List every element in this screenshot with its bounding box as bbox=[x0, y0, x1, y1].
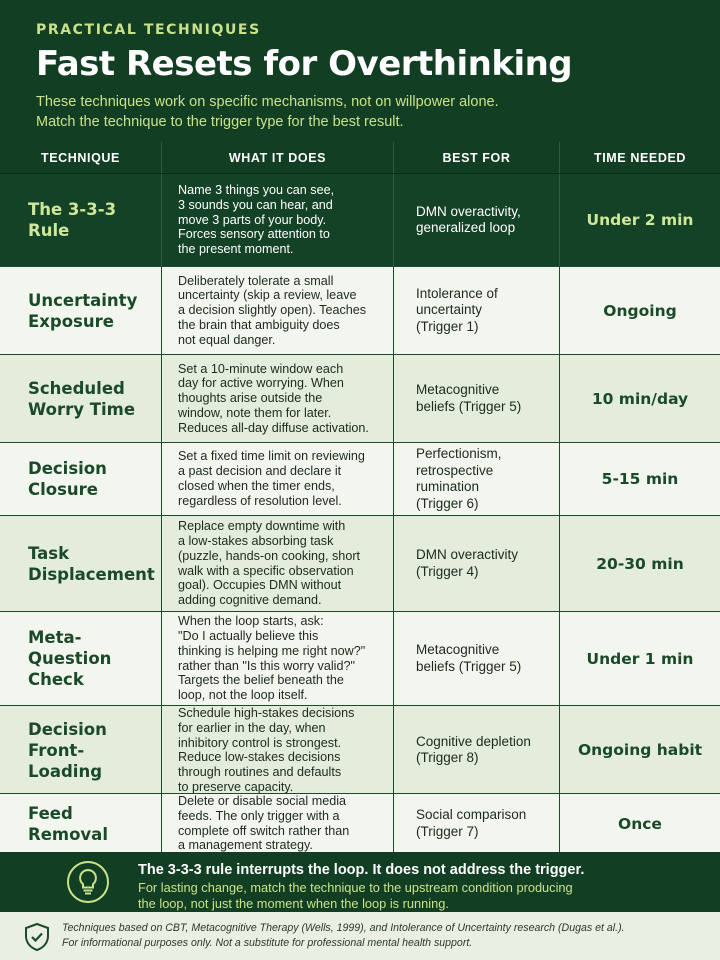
best-for-line: (Trigger 1) bbox=[416, 318, 479, 334]
table-row bbox=[0, 267, 720, 355]
technique-description-line: a management strategy. bbox=[178, 838, 313, 853]
technique-description bbox=[162, 443, 394, 515]
technique-name-text bbox=[28, 543, 155, 585]
technique-name-line: Worry Time bbox=[28, 399, 136, 419]
technique-description-text bbox=[178, 794, 349, 853]
technique-description-line: complete off switch rather than bbox=[178, 823, 350, 838]
technique-description-line: (puzzle, hands-on cooking, short bbox=[178, 548, 361, 563]
best-for bbox=[394, 267, 560, 354]
technique-description-line: Set a 10-minute window each bbox=[178, 361, 344, 376]
technique-description-line: goal). Occupies DMN without bbox=[178, 578, 342, 593]
technique-description-line: a low-stakes absorbing task bbox=[178, 533, 334, 548]
best-for-line: Metacognitive bbox=[416, 642, 500, 657]
technique-description-line: Replace empty downtime with bbox=[178, 519, 346, 534]
technique-name-line: Displacement bbox=[28, 564, 155, 584]
technique-description-text bbox=[178, 614, 365, 703]
technique-name-line: Feed Removal bbox=[28, 803, 108, 844]
technique-description-line: for earlier in the day, when bbox=[178, 720, 326, 735]
technique-description-line: Reduce low-stakes decisions bbox=[178, 750, 341, 765]
technique-description-text bbox=[178, 274, 366, 348]
best-for bbox=[394, 516, 560, 611]
best-for bbox=[394, 174, 560, 266]
best-for bbox=[394, 794, 560, 853]
technique-name-text bbox=[28, 719, 151, 782]
technique-name-text bbox=[28, 199, 151, 241]
technique-description-line: the present moment. bbox=[178, 242, 294, 257]
technique-description-line: Delete or disable social media bbox=[178, 794, 347, 808]
technique-description-text bbox=[178, 362, 369, 436]
techniques-table bbox=[0, 142, 720, 854]
best-for-text bbox=[416, 382, 521, 415]
technique-description-text bbox=[178, 519, 360, 608]
technique-description-line: 3 sounds you can hear, and bbox=[178, 197, 333, 212]
best-for-line: Cognitive depletion bbox=[416, 733, 531, 749]
footer-line-2: For informational purposes only. Not a substitute for professional mental health support. bbox=[62, 937, 473, 949]
technique-description bbox=[162, 612, 394, 705]
technique-name-line: Front-Loading bbox=[28, 740, 103, 781]
technique-description-line: adding cognitive demand. bbox=[178, 593, 322, 608]
time-needed: Ongoing habit bbox=[577, 741, 703, 760]
best-for bbox=[394, 355, 560, 442]
column-header-time-needed: TIME NEEDED bbox=[593, 150, 687, 165]
technique-description-line: regardless of resolution level. bbox=[178, 493, 342, 508]
best-for-text bbox=[416, 642, 521, 675]
callout-main-text: The 3-3-3 rule interrupts the loop. It does not address the trigger. bbox=[138, 862, 585, 878]
technique-description bbox=[162, 794, 394, 853]
technique-name bbox=[0, 516, 162, 611]
technique-name-text bbox=[28, 803, 151, 845]
technique-name-line: Check bbox=[28, 670, 84, 689]
best-for-line: DMN overactivity, bbox=[416, 203, 521, 219]
table-row bbox=[0, 174, 720, 267]
callout-sub-text bbox=[138, 880, 720, 911]
best-for-line: beliefs (Trigger 5) bbox=[416, 658, 522, 674]
technique-name-text bbox=[28, 290, 137, 332]
technique-name-text bbox=[28, 378, 135, 420]
time-needed: Under 1 min bbox=[586, 649, 694, 668]
shield-check-icon bbox=[22, 922, 52, 952]
best-for bbox=[394, 706, 560, 795]
best-for-line: (Trigger 7) bbox=[416, 823, 479, 839]
subtitle-line-1: These techniques work on specific mechanisms, not on willpower alone. bbox=[36, 94, 499, 110]
technique-description-line: feeds. The only trigger with a bbox=[178, 808, 340, 823]
technique-description-text bbox=[178, 706, 354, 795]
best-for-line: (Trigger 8) bbox=[416, 750, 479, 766]
best-for-line: rumination bbox=[416, 479, 480, 494]
technique-name-line: Exposure bbox=[28, 311, 114, 331]
best-for-text bbox=[416, 807, 526, 840]
best-for bbox=[394, 612, 560, 705]
time-needed: Once bbox=[618, 814, 662, 833]
best-for-text bbox=[416, 286, 498, 336]
best-for-line: Social comparison bbox=[416, 807, 527, 823]
technique-name bbox=[0, 174, 162, 266]
technique-description-line: Deliberately tolerate a small bbox=[178, 273, 334, 288]
best-for-line: Perfectionism, bbox=[416, 446, 502, 461]
best-for bbox=[394, 443, 560, 515]
technique-description-line: closed when the timer ends, bbox=[178, 479, 335, 493]
page-title: Fast Resets for Overthinking bbox=[36, 44, 573, 84]
technique-description-line: "Do I actually believe this bbox=[178, 628, 319, 643]
table-row bbox=[0, 706, 720, 794]
technique-description-line: a past decision and declare it bbox=[178, 464, 342, 479]
technique-description-line: walk with a specific observation bbox=[178, 563, 354, 578]
technique-description bbox=[162, 706, 394, 795]
technique-name bbox=[0, 706, 162, 795]
technique-description-line: Set a fixed time limit on reviewing bbox=[178, 449, 365, 464]
technique-description-line: inhibitory control is strongest. bbox=[178, 735, 342, 750]
table-row bbox=[0, 355, 720, 443]
best-for-line: retrospective bbox=[416, 462, 494, 478]
technique-name-line: Decision bbox=[28, 459, 107, 478]
technique-description bbox=[162, 267, 394, 354]
best-for-line: DMN overactivity bbox=[416, 547, 519, 562]
technique-name bbox=[0, 794, 162, 853]
table-row bbox=[0, 516, 720, 612]
technique-description-line: thinking is helping me right now?" bbox=[178, 643, 366, 658]
best-for-line: uncertainty bbox=[416, 302, 483, 318]
technique-description-line: thoughts arise outside the bbox=[178, 391, 323, 406]
technique-description-line: Reduces all-day diffuse activation. bbox=[178, 420, 369, 435]
technique-name-line: Uncertainty bbox=[28, 290, 138, 310]
column-header-best-for: BEST FOR bbox=[394, 142, 560, 173]
technique-name-line: Decision bbox=[28, 719, 107, 739]
best-for-line: beliefs (Trigger 5) bbox=[416, 398, 522, 414]
technique-description bbox=[162, 174, 394, 266]
technique-name bbox=[0, 443, 162, 515]
footer-line-1: Techniques based on CBT, Metacognitive Therapy (Wells, 1999), and Intolerance of Uncertainty research (Dugas et al.). bbox=[62, 922, 625, 934]
time-needed: 10 min/day bbox=[591, 389, 689, 408]
table-header-row bbox=[0, 142, 720, 174]
best-for-line: (Trigger 4) bbox=[416, 563, 479, 579]
subtitle bbox=[36, 92, 684, 132]
technique-description-line: a decision slightly open). Teaches bbox=[178, 303, 367, 318]
best-for-text bbox=[416, 547, 518, 580]
technique-description-line: the brain that ambiguity does bbox=[178, 317, 340, 332]
technique-description-line: Name 3 things you can see, bbox=[178, 183, 335, 197]
technique-name-line: Meta-Question bbox=[28, 628, 112, 668]
technique-name-text bbox=[28, 627, 151, 690]
time-needed: 20-30 min bbox=[596, 554, 684, 573]
best-for-line: generalized loop bbox=[416, 220, 516, 235]
technique-description-line: day for active worrying. When bbox=[178, 376, 344, 391]
technique-description-text bbox=[178, 183, 334, 257]
technique-name-line: Closure bbox=[28, 480, 98, 499]
technique-description-text bbox=[178, 449, 365, 508]
technique-name-line: Task bbox=[28, 543, 70, 563]
technique-description-line: window, note them for later. bbox=[178, 405, 332, 420]
technique-description-line: not equal danger. bbox=[178, 332, 276, 347]
best-for-line: (Trigger 6) bbox=[416, 495, 479, 511]
best-for-line: Intolerance of bbox=[416, 285, 498, 301]
table-row bbox=[0, 794, 720, 854]
technique-description-line: uncertainty (skip a review, leave bbox=[178, 288, 357, 303]
best-for-line: Metacognitive bbox=[416, 382, 500, 397]
best-for-text bbox=[416, 734, 531, 767]
time-needed: 5-15 min bbox=[601, 470, 679, 488]
technique-name bbox=[0, 612, 162, 705]
table-row bbox=[0, 612, 720, 706]
technique-name-text bbox=[28, 458, 107, 500]
technique-name bbox=[0, 355, 162, 442]
best-for-text bbox=[416, 446, 502, 512]
footer bbox=[0, 912, 720, 960]
header bbox=[0, 0, 720, 142]
callout-banner bbox=[0, 852, 720, 912]
time-needed: Ongoing bbox=[603, 301, 677, 320]
time-needed: Under 2 min bbox=[586, 211, 694, 229]
lightbulb-icon bbox=[66, 860, 110, 904]
technique-description-line: Schedule high-stakes decisions bbox=[178, 706, 355, 720]
technique-description-line: loop, not the loop itself. bbox=[178, 688, 308, 703]
technique-name-line: The 3-3-3 Rule bbox=[28, 200, 117, 240]
technique-description bbox=[162, 355, 394, 442]
kicker: PRACTICAL TECHNIQUES bbox=[36, 22, 261, 38]
subtitle-line-2: Match the technique to the trigger type for the best result. bbox=[36, 114, 404, 130]
callout-sub-line-2: the loop, not just the moment when the loop is running. bbox=[138, 895, 449, 911]
technique-description-line: When the loop starts, ask: bbox=[178, 614, 324, 629]
technique-description bbox=[162, 516, 394, 611]
technique-description-line: rather than "Is this worry valid?" bbox=[178, 658, 355, 673]
table-row bbox=[0, 443, 720, 516]
technique-name bbox=[0, 267, 162, 354]
column-header-technique: TECHNIQUE bbox=[0, 142, 162, 173]
callout-sub-line-1: For lasting change, match the technique to the upstream condition producing bbox=[138, 880, 573, 895]
technique-description-line: move 3 parts of your body. bbox=[178, 212, 327, 227]
best-for-text bbox=[416, 204, 521, 237]
technique-description-line: Forces sensory attention to bbox=[178, 227, 330, 242]
technique-name-line: Scheduled bbox=[28, 378, 125, 398]
technique-description-line: through routines and defaults bbox=[178, 765, 342, 780]
column-header-what-it-does: WHAT IT DOES bbox=[162, 142, 394, 173]
technique-description-line: to preserve capacity. bbox=[178, 779, 294, 794]
technique-description-line: Targets the belief beneath the bbox=[178, 673, 344, 688]
